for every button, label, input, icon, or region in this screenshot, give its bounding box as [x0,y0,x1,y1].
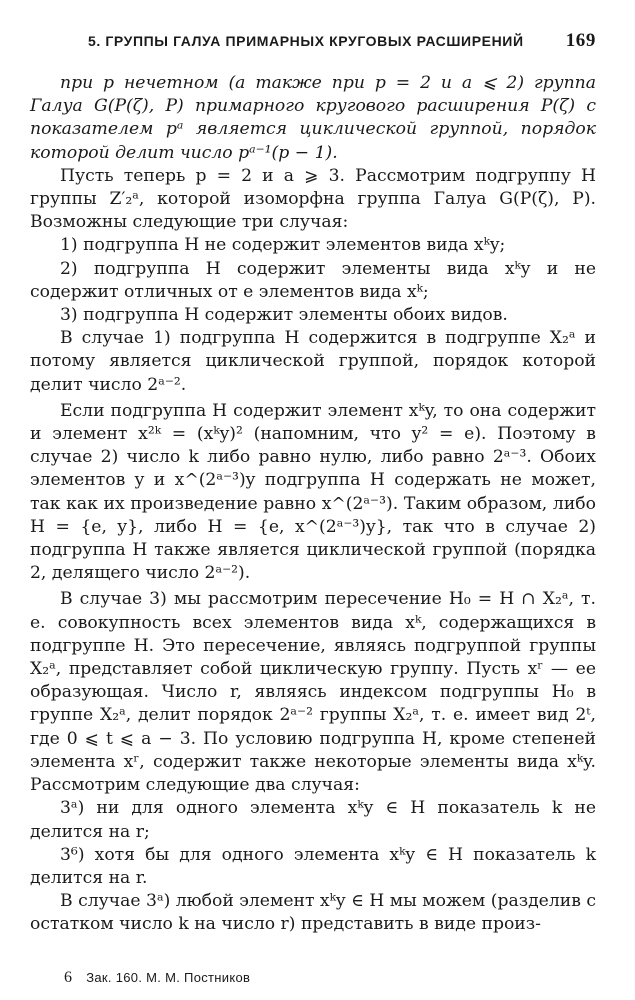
running-header [88,30,596,60]
paragraph: 3ᵃ) ни для одного элемента xᵏy ∈ H показатель k не делится на r; [30,798,596,842]
paragraph: Если подгруппа H содержит элемент xᵏy, то она содержит и элемент x²ᵏ = (xᵏy)² (напомним, что y² = e). Поэтому в случае 2) число k либо равно нулю, либо равно 2ᵃ⁻³. Обоих элементов y и x^(2ᵃ⁻³)y подгруппа H содержать не может, так как их произведение равно x^(2ᵃ⁻³). Таким образом, либо H = {e, y}, либо H = {e, x^(2ᵃ⁻³)y}, так что в случае 2) подгруппа H также является циклической группой (порядка 2, делящего число 2ᵃ⁻²). [30,400,596,584]
paragraph: В случае 3) мы рассмотрим пересечение H₀ = H ∩ X₂ᵃ, т. е. совокупность всех элементов вида xᵏ, содержащихся в подгруппе H. Это пересечение, являясь подгруппой группы X₂ᵃ, представляет собой циклическую группу. Пусть xʳ — ее образующая. Число r, являясь индексом подгруппы H₀ в группе X₂ᵃ, делит порядок 2ᵃ⁻² группы X₂ᵃ, т. е. имеет вид 2ᵗ, где 0 ⩽ t ⩽ a − 3. По условию подгруппа H, кроме степеней элемента xʳ, содержит также некоторые элементы вида xᵏy. Рассмотрим следующие два случая: [30,589,596,796]
print-imprint: Зак. 160. М. М. Постников [86,970,251,985]
paragraph: Пусть теперь p = 2 и a ⩾ 3. Рассмотрим подгруппу H группы Z′₂ᵃ, которой изоморфна группа Галуа G(P(ζ), P). Возможны следующие три случая: [30,165,596,233]
paragraph: 1) подгруппа H не содержит элементов вида xᵏy; [60,235,506,256]
printer-signature-mark: 6 [64,969,73,986]
paragraph: 2) подгруппа H содержит элементы вида xᵏy и не содержит отличных от e элементов вида xᵏ; [30,258,596,302]
paragraph: 3⁶) хотя бы для одного элемента xᵏy ∈ H показатель k делится на r. [30,844,596,888]
paragraph: В случае 3ᵃ) любой элемент xᵏy ∈ H мы можем (разделив с остатком число k на число r) представить в виде произ- [30,891,596,935]
page-body [30,72,596,937]
page-footer [64,969,250,987]
paragraph: 3) подгруппа H содержит элементы обоих видов. [60,305,508,326]
page-number: 169 [565,30,596,51]
paragraph: В случае 1) подгруппа H содержится в подгруппе X₂ᵃ и потому является циклической группой, порядок которой делит число 2ᵃ⁻². [30,328,596,395]
running-title: 5. ГРУППЫ ГАЛУА ПРИМАРНЫХ КРУГОВЫХ РАСШИРЕНИЙ [88,33,524,49]
paragraph: при p нечетном (а также при p = 2 и a ⩽ 2) группа Галуа G(P(ζ), P) примарного кругового расширения P(ζ) с показателем pᵃ является циклической группой, порядок которой делит число pᵃ⁻¹(p − 1). [30,73,596,163]
